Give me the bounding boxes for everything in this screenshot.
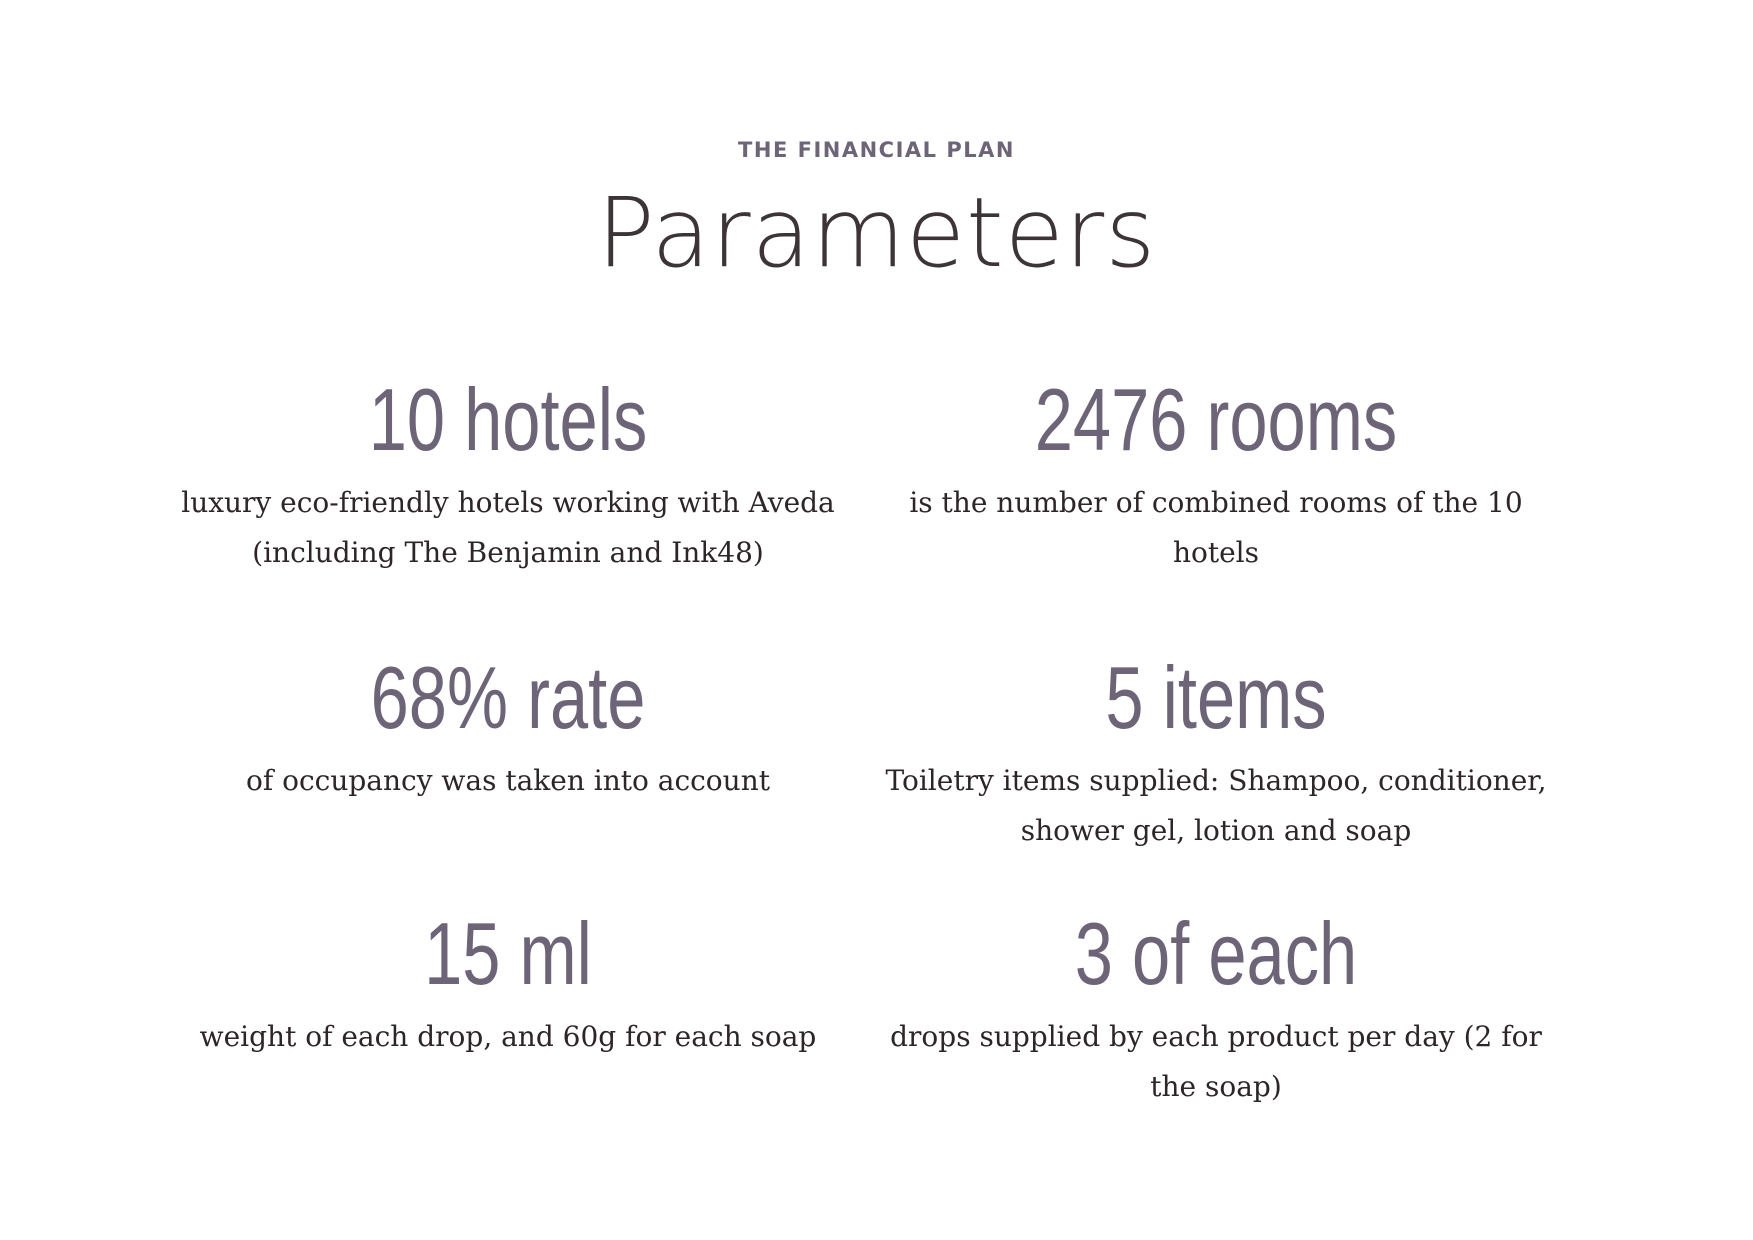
stat-value: 15 ml [424,904,592,1003]
stat-description: luxury eco-friendly hotels working with Aveda (including The Benjamin and Ink48) [181,486,835,569]
stat-value: 5 items [1105,648,1327,747]
stat-description: weight of each drop, and 60g for each soap [199,1020,817,1053]
stat-value: 68% rate [370,648,646,747]
stat-description: Toiletry items supplied: Shampoo, conditioner, shower gel, lotion and soap [885,764,1547,847]
stat-occupancy-rate [158,650,858,806]
stat-value: 2476 rooms [1034,370,1398,469]
stat-value: 10 hotels [368,370,648,469]
stat-drops-per-day [866,906,1566,1112]
stat-hotels [158,372,858,578]
section-eyebrow: THE FINANCIAL PLAN [738,138,1015,162]
stat-value: 3 of each [1074,904,1358,1003]
stat-description: drops supplied by each product per day (2 for the soap) [890,1020,1542,1103]
page-title: Parameters [596,177,1157,289]
stat-rooms [866,372,1566,578]
stat-description: of occupancy was taken into account [245,764,770,797]
stat-drop-volume [158,906,858,1062]
stat-items [866,650,1566,856]
stat-description: is the number of combined rooms of the 10 hotels [909,486,1523,569]
